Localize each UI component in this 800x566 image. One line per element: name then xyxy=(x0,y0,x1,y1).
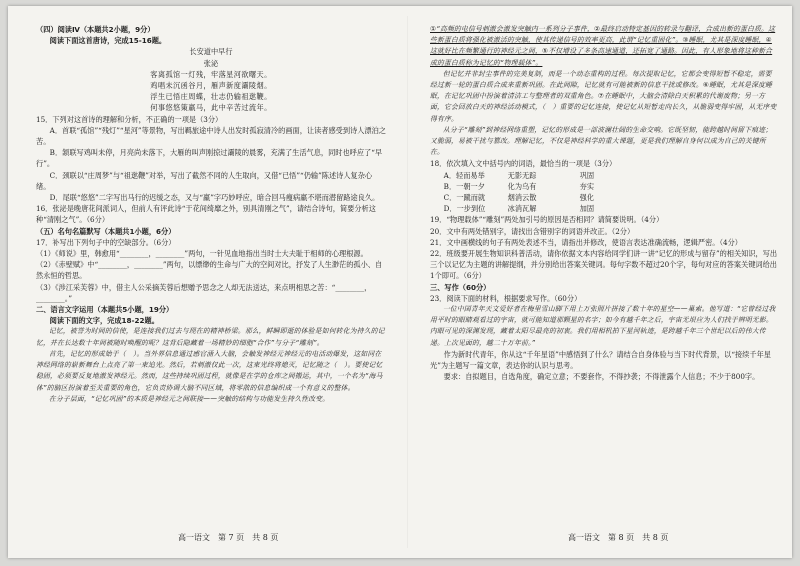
section-3-header: 三、写作（60分） xyxy=(430,282,491,292)
reading-paragraph-2: 首先，记忆的形成始于（ ）。当外界信息通过感官涌入大脑，会触发神经元神经元的电活动爆发，这如同在神经网络的崭新舞台上点亮了第一束追光。然后，若刺激仅此一次，这束光终将熄灭，记忆随之（ ）。要使记忆稳固，必须要反复地激发神经元。然而，这些持续巩固过程，就像是在学的仓库之间搬运，其中，一个名为“海马体”的脑区扮演着至关重要的角色，它负责协调大脑不同区域，将零散的信息编织成一个有意义的整体。 xyxy=(36,349,383,392)
question-16: 16．张泌是晚唐花间派词人，但前人有评此诗“于花间绮靡之外，别具清刚之气”，请结合诗句，简要分析这种“清刚之气”。（6分） xyxy=(36,204,376,225)
question-17: 17．补写出下列句子中的空缺部分。（6分） xyxy=(36,237,176,247)
question-23: 23．阅读下面的材料，根据要求写作。（60分） xyxy=(430,293,582,303)
writing-requirements: 要求：自拟题目，自选角度，确定立意；不要套作，不得抄袭；不得泄露个人信息；不少于800字。 xyxy=(443,372,760,382)
question-21: 21．文中画横线的句子有两处表述不当，请指出并修改，使语言表达准确流畅，逻辑严密。（4分） xyxy=(430,237,742,247)
reading-paragraph-1: 记忆，被誉为时间的信使，是连接我们过去与现在的精神桥梁。那么，鲜瞬即逝的体验是如何转化为持久的记忆，并在长达数十年间被随时唤醒的呢？这背后隐藏着一场精妙的细胞“合作”与分子“雕刻”。 xyxy=(36,327,385,347)
question-15-option-d: D．尾联“悠悠”二字写出马行的迟缓之态，又与“羸”字巧妙呼应，暗合回马瘦病羸不堪而潜留路途良久。 xyxy=(49,193,380,203)
section-4-header: （四）阅读Ⅳ（本题共2小题，9分） xyxy=(36,25,155,34)
question-18-option-a: A．轻而易举 无影无踪 巩固 xyxy=(443,170,595,180)
section-4-instruction: 阅读下面这首唐诗，完成15-16题。 xyxy=(49,36,167,46)
question-15-option-b: B．颔联写鸡叫未停，月亮尚未落下，大雁的叫声刚掠过灞陵的晨雾，充满了生活气息，同时也呼应了“早行”。 xyxy=(36,148,383,169)
question-22: 22．班级要开展生物知识科普活动，请你依据文本内容给同学们讲一讲“记忆的形成与留存”的相关知识，写出三个以记忆为主题的讲解提纲，并分别给出答案关键词。每句字数不超过20个字，每句对应的答案关键词给出1个即可。（6分） xyxy=(430,249,778,281)
question-20: 20．文中有两处错别字，请找出含错别字的词语并改正。（2分） xyxy=(430,226,635,236)
question-15-option-c: C．颈联以“庄周梦”与“祖逖鞭”对举，写出了截然不同的人生取向，又借“已悟”“仍输”陈述诗人复杂心绪。 xyxy=(36,170,373,191)
question-17-item-3: （3）《涉江采芙蓉》中，借主人公采摘芙蓉后想赠予思念之人却无法送达，来点明相思之苦：“________，________。” xyxy=(36,282,372,303)
question-18-option-d: D．一步到位 冰消瓦解 加固 xyxy=(443,204,595,214)
question-19: 19．“物理载体”“雕刻”两处加引号的原因是否相同？请简要说明。（4分） xyxy=(430,215,664,225)
poem-author: 张泌 xyxy=(203,58,219,68)
writing-material: 一位中国青年天文爱好者在梅里雪山脚下用上万张照片拼接了数十年的星空——巢索。他写道：“它曾经过我用平时的眼睛观看过的宇宙，就可能知道那颗星的名字；如今有越千年之后，宇宙无垠应为人们找于辨明无影。内眼可见的深渊发现，藏着太阳尽最亮的初衷。我们用相机拍下星河轨迹，是跨越千年三个世纪以后的伟大传递。上次见面的，越二十万年前。” xyxy=(430,305,776,347)
question-15-option-a: A．首联“孤馆”“残灯”“星河”等景物，写出羁旅途中诗人出发时孤寂清冷的画面，让读者感受到诗人漂泊之苦。 xyxy=(36,125,386,147)
poem-line: 浮生已悟庄周蝶，壮志仍输祖逖鞭。 xyxy=(150,92,272,102)
poem-line: 何事悠悠策羸马，此中辛苦过流年。 xyxy=(150,103,272,113)
part-2-header: 二、语言文字运用（本题共5小题，19分） xyxy=(36,305,174,315)
poem-line: 鸡唱未沉函谷月，雁声新度灞陵烟。 xyxy=(150,81,272,91)
reading-paragraph-3: 在分子层面，“记忆巩固”的本质是神经元之间联接——突触的结构与功能发生持久性改变。 xyxy=(48,394,330,403)
page-fold-line xyxy=(407,16,408,548)
exam-sheet xyxy=(8,6,792,558)
page-8-column xyxy=(430,24,778,383)
page-8-footer: 高一语文 第 8 页 共 8 页 xyxy=(568,533,669,542)
question-15: 15．下列对这首诗的理解和分析，不正确的一项是（3分） xyxy=(36,114,223,124)
poem-line: 客离孤馆一灯残，牢落星河欲曙天。 xyxy=(150,69,272,79)
poem-title: 长安道中早行 xyxy=(189,47,233,57)
question-18-option-b: B．一朝一夕 化为乌有 夯实 xyxy=(443,181,595,191)
page-7-column xyxy=(36,24,386,405)
question-17-item-1: （1）《师说》里，韩愈用“________，________”两句，一针见血地指出当时士大夫耻于相师的心理根源。 xyxy=(36,249,368,259)
question-18: 18．依次填入文中括号内的词语，最恰当的一项是（3分） xyxy=(430,159,617,169)
reading-paragraph-c2: 但记忆并非封尘事件的完美复制，而是一个动态重构的过程。每次提取记忆，它都会变得短暂不稳定，需要经过新一轮的蛋白质合成来重新巩固。在此间隙，记忆就有可能被新的信息干扰或修改。⑥睡眠，尤其是深度睡眠，在记忆巩固中扮演着清洁工与整理者的双重角色。⑦在睡眠中，大脑会清除白天积累的代谢废物；另一方面，它会回放白天的神经活动模式，（ ）重要的记忆连接，使记忆从短暂走向长久，从脆弱变得牢固，从无序变得有序。 xyxy=(430,69,777,123)
section-5-header: （五）名句名篇默写（本题共1小题，6分） xyxy=(36,226,176,236)
part-2-instruction: 阅读下面的文字，完成18-22题。 xyxy=(49,316,159,326)
reading-paragraph-c3: 从分子“雕刻”到神经网络重塑，记忆的形成是一部波澜壮阔的生命交响。它既坚韧，能跨越时间留下痕迹；又脆弱，易被干扰与篡改。理解记忆，不仅是神经科学的重大课题，更是我们理解自身何以成为自己的关键所在。 xyxy=(430,125,773,157)
question-17-item-2: （2）《赤壁赋》中“________，________”两句，以缥缈的生命与广大的空间对比，抒发了人生渺茫的孤小、自然永恒的哲思。 xyxy=(36,260,383,281)
reading-paragraph-c1: ①“高频的电信号刺激会激发突触内一系列分子事件，②最终启动特定基因的转录与翻译，合成出新的蛋白质。这些新蛋白质将强化被激活的突触，使其传递信号的效率更高，此谓“记忆重固化”。③睡眠，尤其是深度睡眠，④这就好比在频繁通行的神经元之间，⑤不仅增设了多条高速通道，还拓宽了通路。因此，有人形象地将这种新合成的蛋白质称为记忆的“物理载体”。 xyxy=(430,25,776,67)
question-18-option-c: C．一蹴而就 烟消云散 强化 xyxy=(443,193,595,203)
page-7-footer: 高一语文 第 7 页 共 8 页 xyxy=(178,533,279,542)
writing-prompt: 作为新时代青年，你从这“千年星语”中感悟到了什么？请结合自身体验与当下时代背景，以“接续千年星光”为主题写一篇文章，表达你的认识与思考。 xyxy=(430,349,771,371)
